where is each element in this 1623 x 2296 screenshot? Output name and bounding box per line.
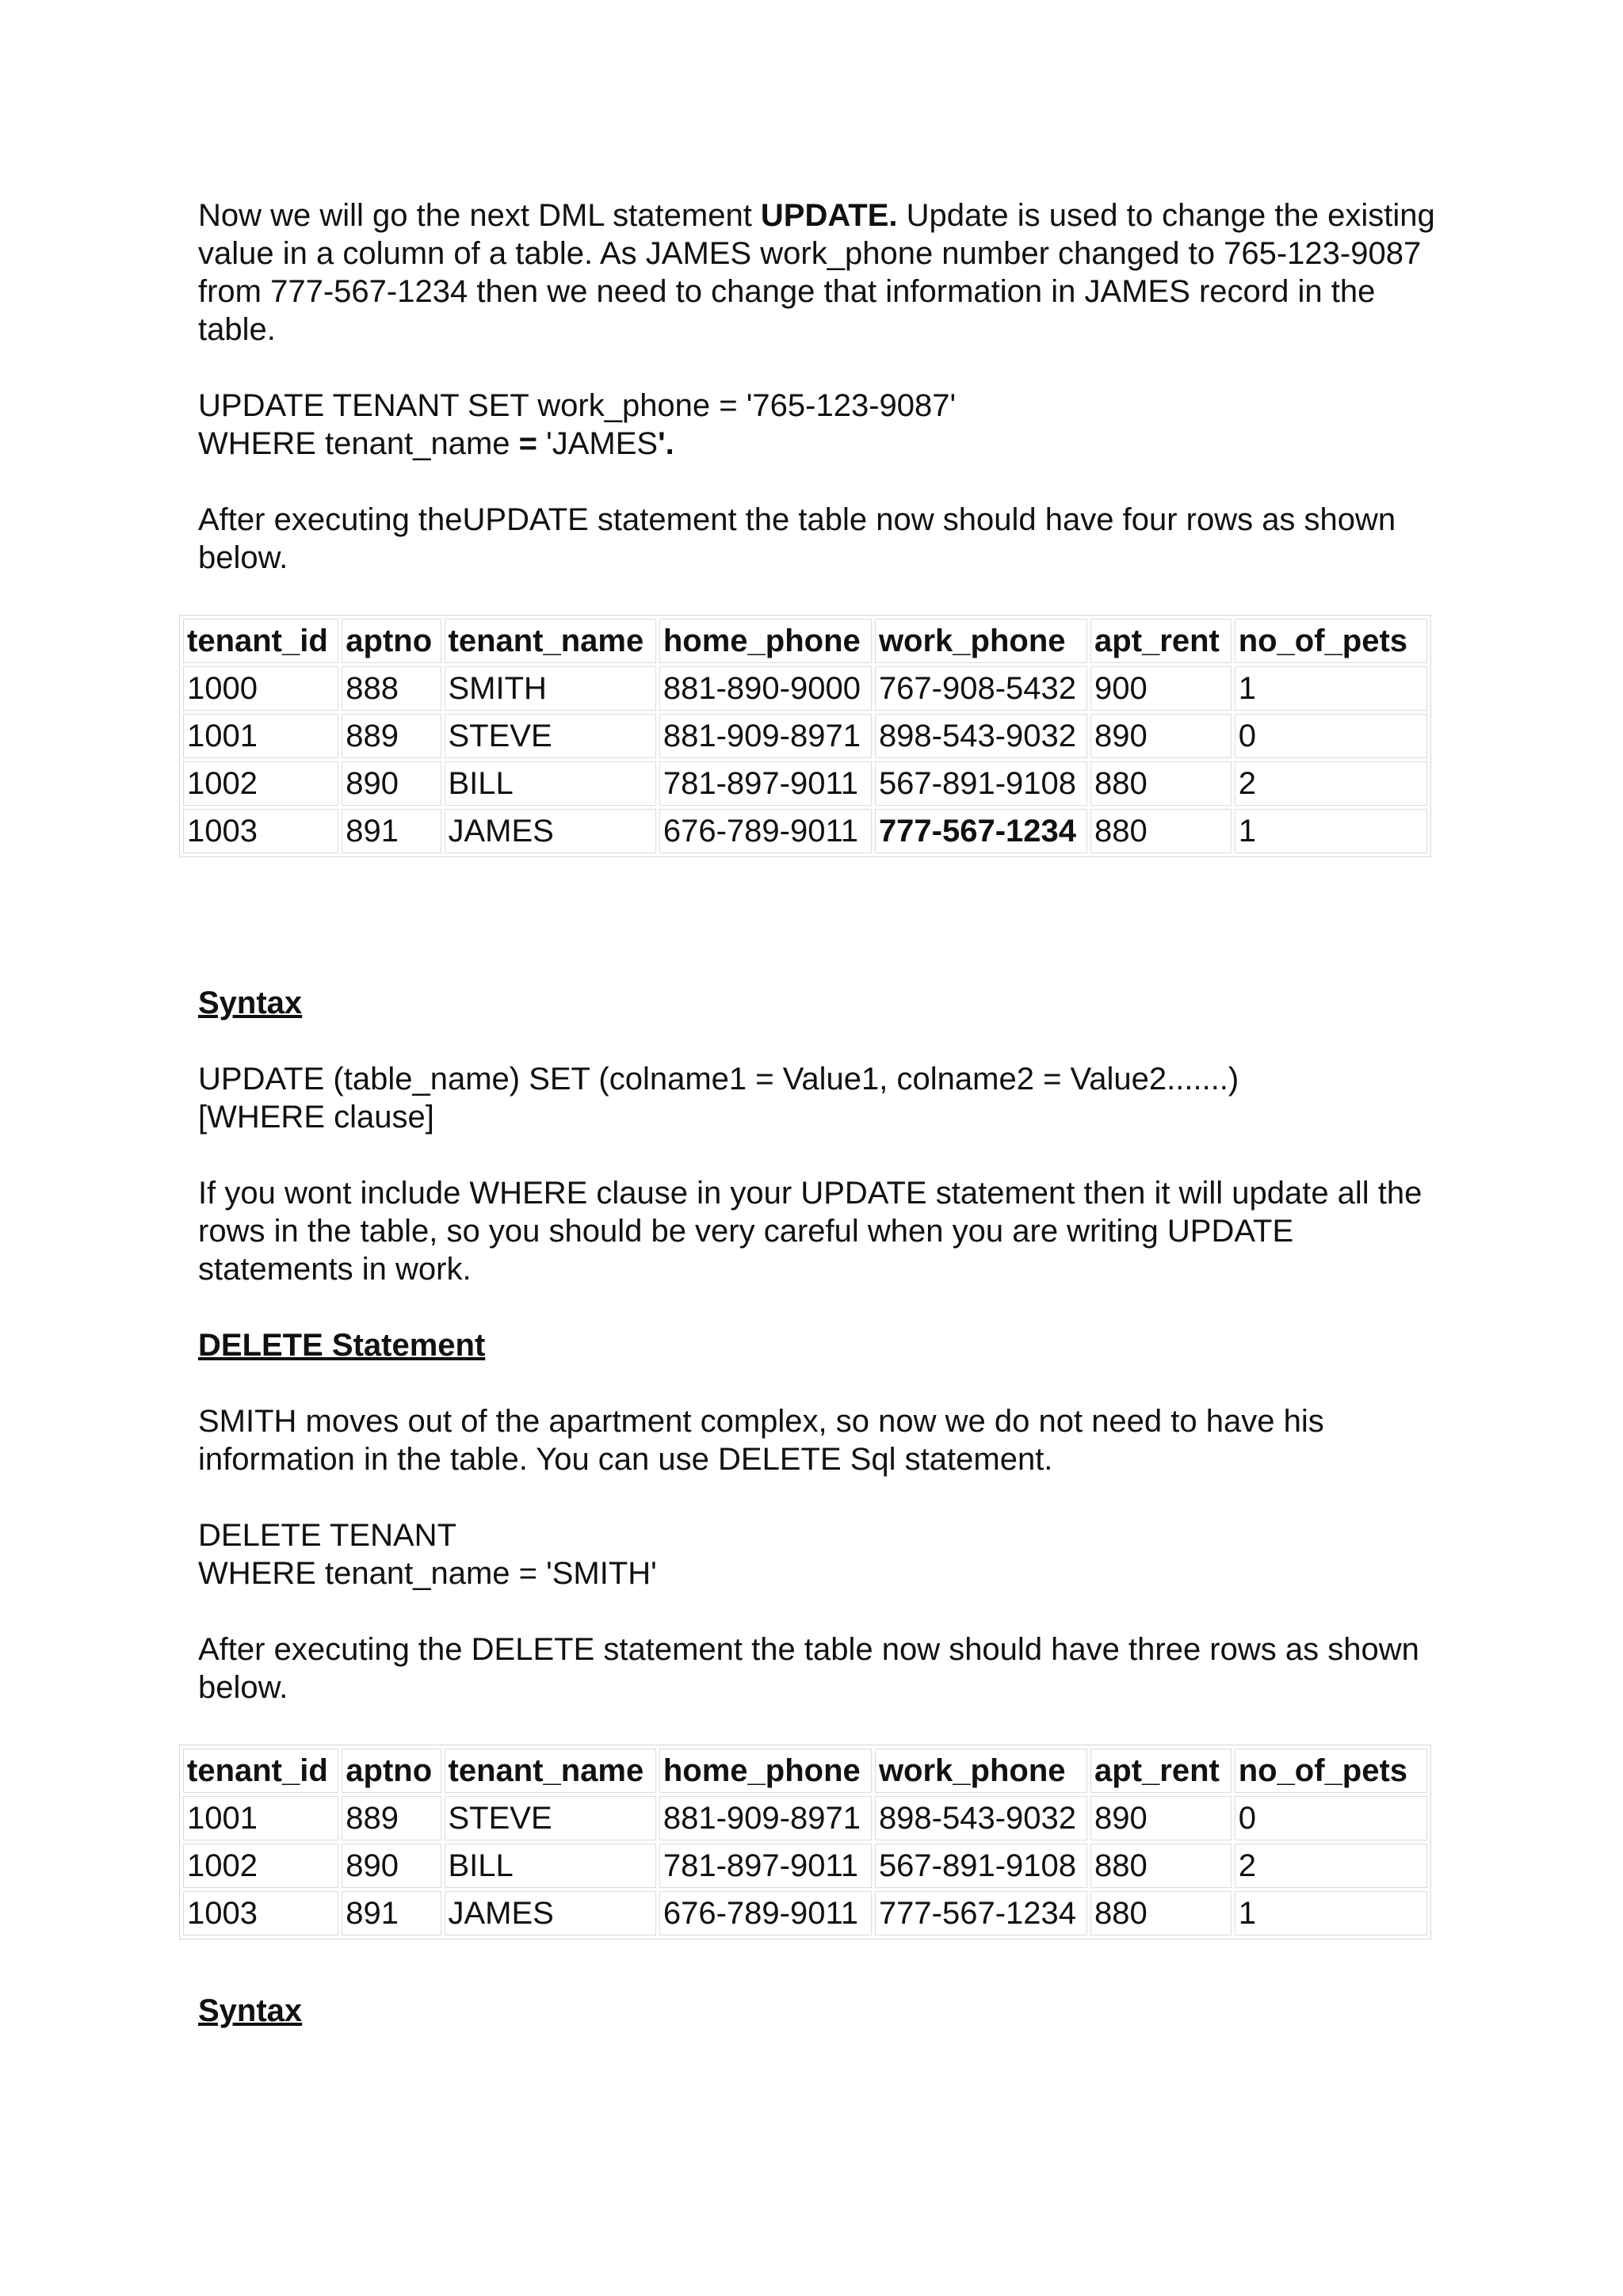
cell-apt-rent: 890 bbox=[1090, 714, 1232, 758]
update-intro-text: Now we will go the next DML statement bbox=[198, 198, 761, 233]
cell-no-of-pets: 0 bbox=[1235, 1796, 1427, 1840]
cell-no-of-pets: 2 bbox=[1235, 1844, 1427, 1888]
cell-aptno: 891 bbox=[342, 1891, 441, 1936]
header-tenant-id: tenant_id bbox=[183, 1749, 338, 1793]
header-no-of-pets: no_of_pets bbox=[1235, 619, 1427, 663]
update-sql-value: 'JAMES bbox=[537, 426, 659, 461]
tenant-table-after-update bbox=[179, 615, 1431, 857]
cell-apt-rent: 900 bbox=[1090, 666, 1232, 711]
cell-tenant-id: 1000 bbox=[183, 666, 338, 711]
table-row bbox=[183, 1844, 1427, 1888]
cell-apt-rent: 880 bbox=[1090, 1891, 1232, 1936]
update-sql-statement bbox=[198, 387, 1450, 463]
update-intro-paragraph bbox=[198, 196, 1450, 349]
cell-tenant-name: STEVE bbox=[445, 1796, 656, 1840]
delete-intro-paragraph: SMITH moves out of the apartment complex, so now we do not need to have his information in the table. You can use DELETE Sql statement. bbox=[198, 1404, 1324, 1477]
header-apt-rent: apt_rent bbox=[1090, 619, 1232, 663]
header-work-phone: work_phone bbox=[875, 1749, 1087, 1793]
cell-aptno: 891 bbox=[342, 809, 441, 853]
delete-statement-heading: DELETE Statement bbox=[198, 1328, 486, 1363]
syntax-heading-delete: Syntax bbox=[198, 1993, 303, 2028]
cell-apt-rent: 880 bbox=[1090, 761, 1232, 806]
cell-no-of-pets: 1 bbox=[1235, 809, 1427, 853]
cell-aptno: 890 bbox=[342, 761, 441, 806]
cell-home-phone: 881-909-8971 bbox=[659, 714, 872, 758]
cell-aptno: 889 bbox=[342, 1796, 441, 1840]
delete-sql-statement bbox=[198, 1516, 1450, 1592]
cell-work-phone: 567-891-9108 bbox=[875, 1844, 1087, 1888]
update-after-paragraph: After executing theUPDATE statement the table now should have four rows as shown below. bbox=[198, 502, 1396, 575]
cell-work-phone: 777-567-1234 bbox=[875, 1891, 1087, 1936]
cell-tenant-name: SMITH bbox=[445, 666, 656, 711]
header-aptno: aptno bbox=[342, 1749, 441, 1793]
table-row bbox=[183, 809, 1427, 853]
update-syntax bbox=[198, 1060, 1450, 1136]
header-aptno: aptno bbox=[342, 619, 441, 663]
cell-tenant-id: 1001 bbox=[183, 714, 338, 758]
table-row bbox=[183, 1796, 1427, 1840]
cell-tenant-name: JAMES bbox=[445, 1891, 656, 1936]
cell-tenant-id: 1001 bbox=[183, 1796, 338, 1840]
cell-work-phone: 767-908-5432 bbox=[875, 666, 1087, 711]
update-intro-text-rest: Update is used to change the existing value in a column of a table. As JAMES work_phone number changed to 765-123-9087 from 777-567-1234 then we need to change that information in JAMES record in the table. bbox=[198, 198, 1435, 347]
header-tenant-name: tenant_name bbox=[445, 1749, 656, 1793]
update-sql-line-2: WHERE tenant_name bbox=[198, 426, 519, 461]
cell-tenant-id: 1002 bbox=[183, 761, 338, 806]
cell-aptno: 890 bbox=[342, 1844, 441, 1888]
cell-home-phone: 676-789-9011 bbox=[659, 1891, 872, 1936]
cell-no-of-pets: 0 bbox=[1235, 714, 1427, 758]
cell-no-of-pets: 1 bbox=[1235, 666, 1427, 711]
cell-aptno: 888 bbox=[342, 666, 441, 711]
table-row bbox=[183, 666, 1427, 711]
cell-work-phone: 898-543-9032 bbox=[875, 714, 1087, 758]
update-syntax-line-2: [WHERE clause] bbox=[198, 1100, 434, 1135]
table-header-row bbox=[183, 619, 1427, 663]
cell-work-phone: 898-543-9032 bbox=[875, 1796, 1087, 1840]
update-sql-equals: = bbox=[518, 426, 537, 461]
cell-apt-rent: 880 bbox=[1090, 1844, 1232, 1888]
cell-home-phone: 781-897-9011 bbox=[659, 1844, 872, 1888]
header-tenant-id: tenant_id bbox=[183, 619, 338, 663]
update-syntax-line-1: UPDATE (table_name) SET (colname1 = Value1, colname2 = Value2.......) bbox=[198, 1062, 1239, 1097]
cell-tenant-name: BILL bbox=[445, 1844, 656, 1888]
update-sql-line-1: UPDATE TENANT SET work_phone = '765-123-9087' bbox=[198, 388, 957, 423]
cell-work-phone-highlighted: 777-567-1234 bbox=[875, 809, 1087, 853]
cell-no-of-pets: 2 bbox=[1235, 761, 1427, 806]
cell-apt-rent: 890 bbox=[1090, 1796, 1232, 1840]
cell-tenant-name: JAMES bbox=[445, 809, 656, 853]
cell-tenant-id: 1003 bbox=[183, 1891, 338, 1936]
cell-tenant-id: 1002 bbox=[183, 1844, 338, 1888]
syntax-heading-update: Syntax bbox=[198, 986, 303, 1020]
cell-home-phone: 781-897-9011 bbox=[659, 761, 872, 806]
header-home-phone: home_phone bbox=[659, 619, 872, 663]
cell-home-phone: 881-890-9000 bbox=[659, 666, 872, 711]
delete-after-paragraph: After executing the DELETE statement the table now should have three rows as shown below. bbox=[198, 1632, 1419, 1705]
header-work-phone: work_phone bbox=[875, 619, 1087, 663]
update-keyword: UPDATE. bbox=[760, 198, 898, 233]
header-home-phone: home_phone bbox=[659, 1749, 872, 1793]
cell-home-phone: 676-789-9011 bbox=[659, 809, 872, 853]
update-sql-end: '. bbox=[658, 426, 674, 461]
table-row bbox=[183, 761, 1427, 806]
table-header-row bbox=[183, 1749, 1427, 1793]
header-apt-rent: apt_rent bbox=[1090, 1749, 1232, 1793]
cell-aptno: 889 bbox=[342, 714, 441, 758]
delete-sql-line-1: DELETE TENANT bbox=[198, 1518, 456, 1553]
cell-tenant-name: STEVE bbox=[445, 714, 656, 758]
delete-sql-line-2: WHERE tenant_name = 'SMITH' bbox=[198, 1556, 657, 1591]
header-no-of-pets: no_of_pets bbox=[1235, 1749, 1427, 1793]
header-tenant-name: tenant_name bbox=[445, 619, 656, 663]
table-row bbox=[183, 714, 1427, 758]
tenant-table-after-delete bbox=[179, 1745, 1431, 1939]
update-warning-paragraph: If you wont include WHERE clause in your UPDATE statement then it will update all the rows in the table, so you should be very careful when you are writing UPDATE statements in work. bbox=[198, 1176, 1423, 1287]
cell-work-phone: 567-891-9108 bbox=[875, 761, 1087, 806]
cell-tenant-name: BILL bbox=[445, 761, 656, 806]
cell-home-phone: 881-909-8971 bbox=[659, 1796, 872, 1840]
cell-apt-rent: 880 bbox=[1090, 809, 1232, 853]
cell-no-of-pets: 1 bbox=[1235, 1891, 1427, 1936]
table-row bbox=[183, 1891, 1427, 1936]
cell-tenant-id: 1003 bbox=[183, 809, 338, 853]
